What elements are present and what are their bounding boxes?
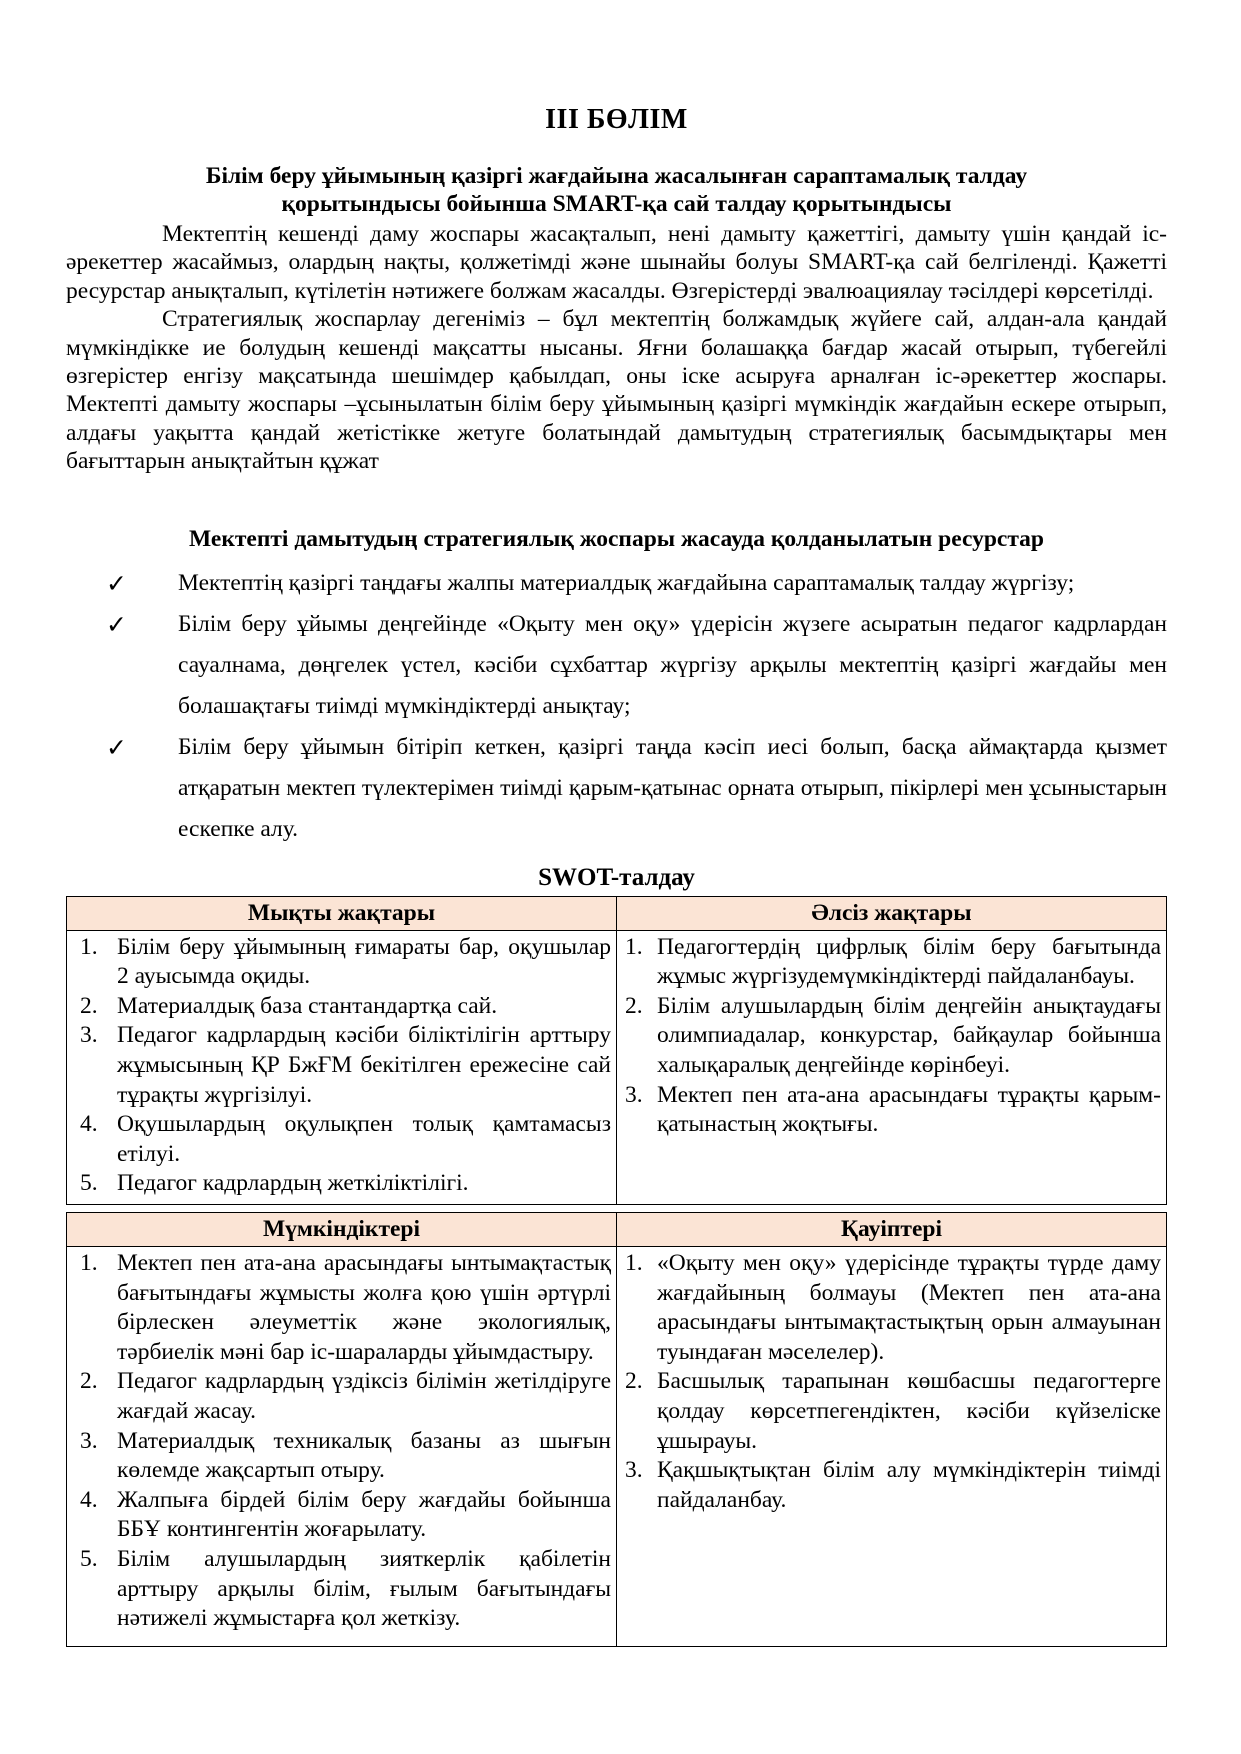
- opportunity-item: Жалпыға бірдей білім беру жағдайы бойынша ББҰ контингентін жоғарылату.: [117, 1486, 611, 1543]
- intro-paragraph: Мектептің кешенді даму жоспары жасақталып, нені дамыту қажеттігі, дамыту үшін қандай іс-әрекеттер жасаймыз, олардың нақты, қолжетімді және шынайы болуы SMART-қа сай белгіленді. Қажетті ресурстар анықталып, күтілетін нәтижеге болжам жасалды. Өзгерістерді эвалюациялау тәсілдері көрсетілді.: [66, 221, 1167, 304]
- resources-checklist: [66, 563, 1167, 850]
- threat-item: «Оқыту мен оқу» үдерісінде тұрақты түрде даму жағдайының болмауы (Мектеп пен ата-ана арасындағы ынтымақтастықтың орын алмауынан туындаған мәселелер).: [657, 1250, 1161, 1365]
- swot-table-top: [66, 896, 1167, 1205]
- weaknesses-list: [617, 933, 1161, 1140]
- opportunities-list: [67, 1249, 611, 1634]
- checkmark-icon: ✓: [106, 732, 127, 762]
- checklist-item-text: Білім беру ұйымы деңгейінде «Оқыту мен оқу» үдерісін жүзеге асыратын педагог кадрлардан сауалнама, дөңгелек үстел, кәсіби сұхбаттар жүргізу арқылы мектептің қазіргі жағдайы мен болашақтағы тиімді мүмкіндіктерді анықтау;: [178, 610, 1167, 719]
- swot-content-row: [67, 930, 1167, 1204]
- strength-item: Оқушылардың оқулықпен толық қамтамасыз етілуі.: [117, 1111, 611, 1167]
- swot-heading: SWOT-талдау: [538, 863, 695, 891]
- checklist-item: [66, 563, 1167, 604]
- swot-header-row: [67, 1213, 1167, 1247]
- checkmark-icon: ✓: [106, 609, 127, 639]
- resources-heading: Мектепті дамытудың стратегиялық жоспары жасауда қолданылатын ресурстар: [189, 525, 1044, 552]
- document-subtitle: Білім беру ұйымының қазіргі жағдайына жасалынған сараптамалық талдау қорытындысы бойынша SMART-қа сай талдау қорытындысы: [205, 163, 1028, 217]
- weakness-item: Білім алушылардың білім деңгейін анықтаудағы олимпиадалар, конкурстар, байқаулар бойынша халықаралық деңгейінде көрінбеуі.: [657, 992, 1161, 1079]
- opportunity-item: Мектеп пен ата-ана арасындағы ынтымақтастық бағытындағы жұмысты жолға қою үшін әртүрлі бірлескен әлеуметтік және экологиялық, тәрбиелік мәні бар іс-шараларды ұйымдастыру.: [117, 1250, 611, 1365]
- strength-item: Педагог кадрлардың жеткіліктілігі.: [117, 1170, 469, 1197]
- threat-item: Басшылық тарапынан көшбасшы педагогтерге қолдау көрсетпегендіктен, кәсіби күйзеліске ұшырауы.: [657, 1368, 1161, 1454]
- swot-threats-cell: [617, 1247, 1167, 1647]
- swot-opportunities-cell: [67, 1247, 617, 1647]
- weakness-item: Педагогтердің цифрлық білім беру бағытында жұмыс жүргізудемүмкіндіктерді пайдаланбауы.: [657, 933, 1161, 990]
- weakness-item: Мектеп пен ата-ана арасындағы тұрақты қарым-қатынастың жоқтығы.: [657, 1081, 1161, 1138]
- swot-strengths-header: Мықты жақтары: [67, 896, 617, 930]
- checkmark-icon: ✓: [106, 568, 127, 598]
- strategy-paragraph: Стратегиялық жоспарлау дегеніміз – бұл мектептің болжамдық жүйеге сай, алдан-ала қандай мүмкіндікке ие болудың кешенді мақсатты нысаны. Яғни болашаққа бағдар жасай отырып, түбегейлі өзгерістер енгізу мақсатында шешімдер қабылдап, оны іске асыруға арналған іс-әрекеттер жоспары. Мектепті дамыту жоспары –ұсынылатын білім беру ұйымының қазіргі мүмкіндік жағдайын ескере отырып, алдағы уақытта қандай жетістікке жетуге болатындай дамытудың стратегиялық басымдықтары мен бағыттарын анықтайтын құжат: [66, 306, 1167, 475]
- swot-header-row: [67, 896, 1167, 930]
- swot-weaknesses-cell: [617, 930, 1167, 1204]
- section-title: ІІІ БӨЛІМ: [545, 104, 688, 135]
- opportunity-item: Педагог кадрлардың үздіксіз білімін жетілдіруге жағдай жасау.: [117, 1368, 611, 1424]
- strengths-list: [67, 933, 611, 1199]
- strength-item: Білім беру ұйымының ғимараты бар, оқушылар 2 ауысымда оқиды.: [117, 933, 611, 990]
- swot-content-row: [67, 1247, 1167, 1647]
- checklist-item: [66, 727, 1167, 850]
- swot-strengths-cell: [67, 930, 617, 1204]
- swot-threats-header: Қауіптері: [617, 1213, 1167, 1247]
- swot-opportunities-header: Мүмкіндіктері: [67, 1213, 617, 1247]
- threat-list: [617, 1249, 1161, 1515]
- checklist-item: [66, 604, 1167, 727]
- strength-item: Материалдық база стантандартқа сай.: [117, 992, 498, 1019]
- threat-item: Қақшықтықтан білім алу мүмкіндіктерін тиімді пайдаланбау.: [657, 1457, 1161, 1513]
- opportunity-item: Материалдық техникалық базаны аз шығын көлемде жақсартып отыру.: [117, 1427, 611, 1484]
- swot-weaknesses-header: Әлсіз жақтары: [617, 896, 1167, 930]
- opportunity-item: Білім алушылардың зияткерлік қабілетін арттыру арқылы білім, ғылым бағытындағы нәтижелі жұмыстарға қол жеткізу.: [117, 1545, 611, 1632]
- checklist-item-text: Білім беру ұйымын бітіріп кеткен, қазіргі таңда кәсіп иесі болып, басқа аймақтарда қызмет атқаратын мектеп түлектерімен тиімді қарым-қатынас орната отырып, пікірлері мен ұсыныстарын ескепке алу.: [178, 733, 1167, 842]
- checklist-item-text: Мектептің қазіргі таңдағы жалпы материалдық жағдайына сараптамалық талдау жүргізу;: [178, 569, 1075, 596]
- strength-item: Педагог кадрлардың кәсіби біліктілігін арттыру жұмысының ҚР БжҒМ бекітілген ережесіне сай тұрақты жүргізілуі.: [117, 1022, 611, 1108]
- swot-table-bottom: [66, 1212, 1167, 1647]
